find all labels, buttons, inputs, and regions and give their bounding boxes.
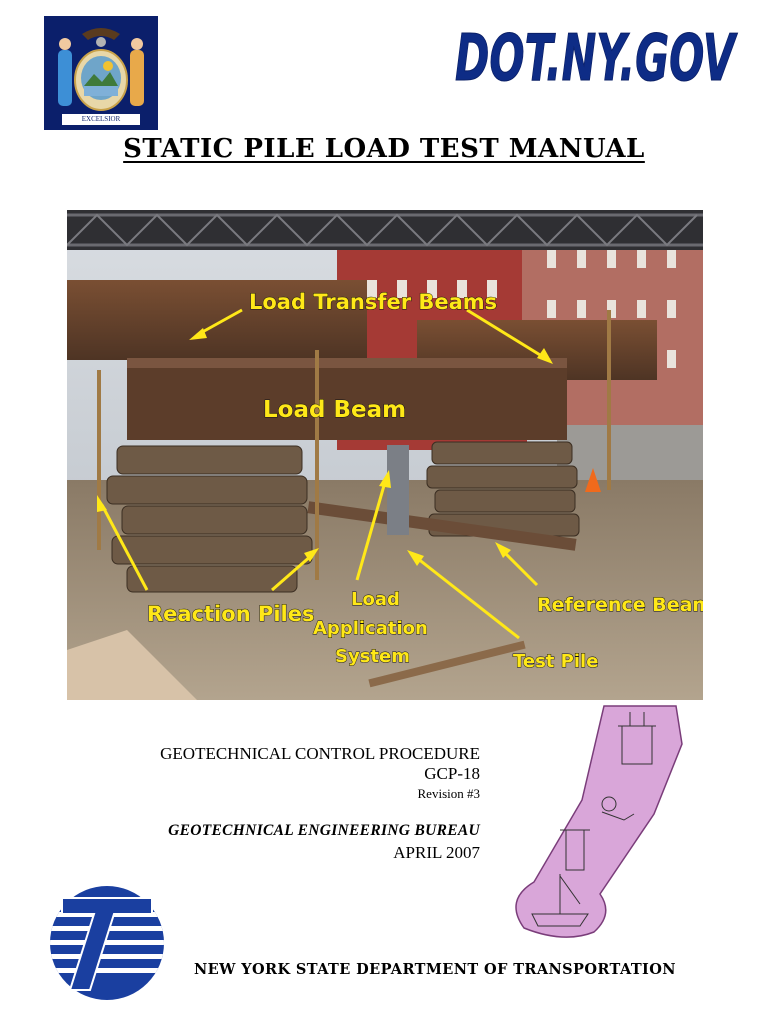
- label-load-application-line1: Load: [351, 589, 400, 610]
- seal-motto: EXCELSIOR: [81, 115, 121, 123]
- dot-ny-gov-text: DOT.NY.GOV: [455, 22, 738, 92]
- page-title: STATIC PILE LOAD TEST MANUAL: [123, 134, 645, 164]
- dot-ny-gov-logo[interactable]: [450, 22, 740, 92]
- label-load-beam: Load Beam: [263, 397, 407, 423]
- pile-load-test-photo: [67, 210, 703, 700]
- label-test-pile: Test Pile: [513, 651, 599, 672]
- state-seal-icon: [44, 16, 158, 130]
- bureau-name: GEOTECHNICAL ENGINEERING BUREAU: [168, 822, 480, 839]
- label-load-application-line2: Application: [313, 618, 428, 639]
- footer-department: NEW YORK STATE DEPARTMENT OF TRANSPORTATION: [194, 961, 676, 978]
- procedure-name: GEOTECHNICAL CONTROL PROCEDURE: [160, 744, 480, 763]
- nysdot-logo-icon: [48, 884, 166, 1002]
- procedure-block: [160, 744, 480, 804]
- procedure-code: GCP-18: [424, 764, 480, 783]
- label-reaction-piles: Reaction Piles: [147, 602, 315, 626]
- label-load-application-line3: System: [335, 646, 410, 667]
- pile-illustration-icon: [504, 704, 684, 938]
- publication-date: APRIL 2007: [393, 843, 480, 862]
- label-reference-beam: Reference Beam: [537, 594, 703, 616]
- procedure-revision: Revision #3: [417, 786, 480, 801]
- label-load-transfer-beams: Load Transfer Beams: [249, 290, 498, 314]
- bureau-block: [168, 822, 480, 863]
